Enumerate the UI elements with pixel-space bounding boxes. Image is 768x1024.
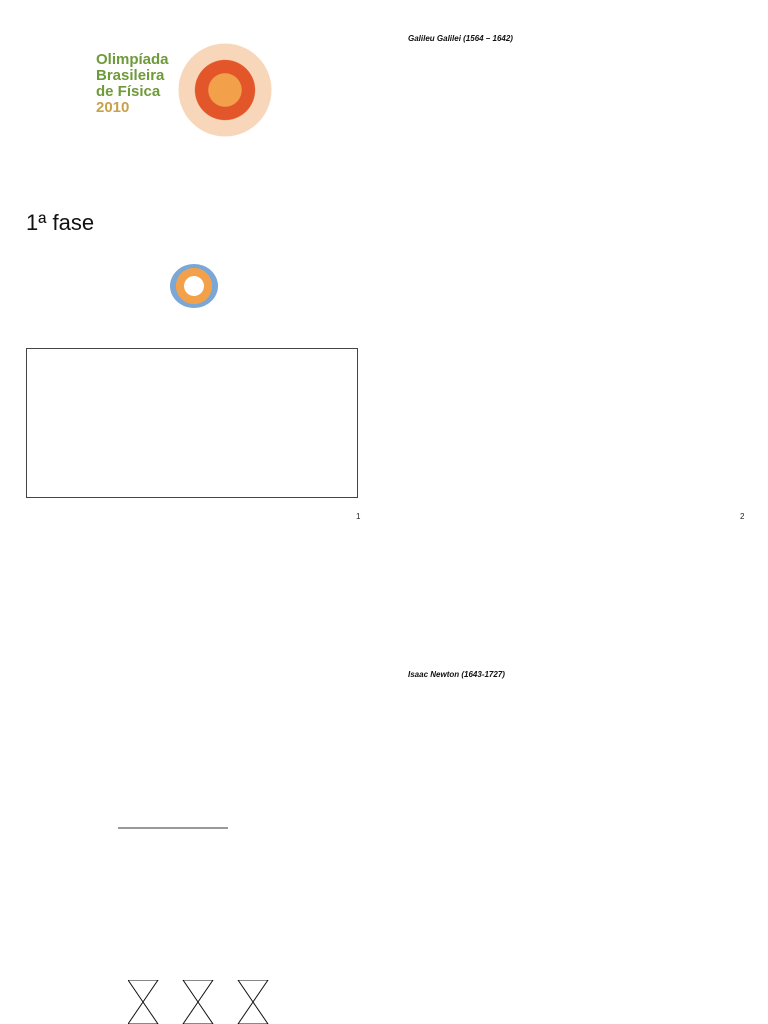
page-2 <box>384 0 768 560</box>
hourglass-diagram <box>128 980 288 1024</box>
page-number: 2 <box>740 512 745 521</box>
logo-line-2: Brasileira <box>96 67 165 84</box>
page-3 <box>0 560 384 1024</box>
page-number: 1 <box>356 512 361 521</box>
well-diagram <box>118 820 378 836</box>
logo-line-3: de Física <box>96 83 161 100</box>
obf-logo <box>170 264 218 308</box>
instructions-box <box>26 348 358 498</box>
section-heading: Isaac Newton (1643-1727) <box>408 670 505 679</box>
olympiad-logo <box>96 52 169 116</box>
page-4 <box>384 560 768 1024</box>
page-1 <box>0 0 384 560</box>
olympiad-emblem <box>175 35 275 145</box>
section-heading: Galileu Galilei (1564 – 1642) <box>408 34 513 43</box>
phase-title: 1ª fase <box>26 210 95 235</box>
logo-line-4: 2010 <box>96 99 130 116</box>
logo-line-1: Olimpíada <box>96 51 169 68</box>
